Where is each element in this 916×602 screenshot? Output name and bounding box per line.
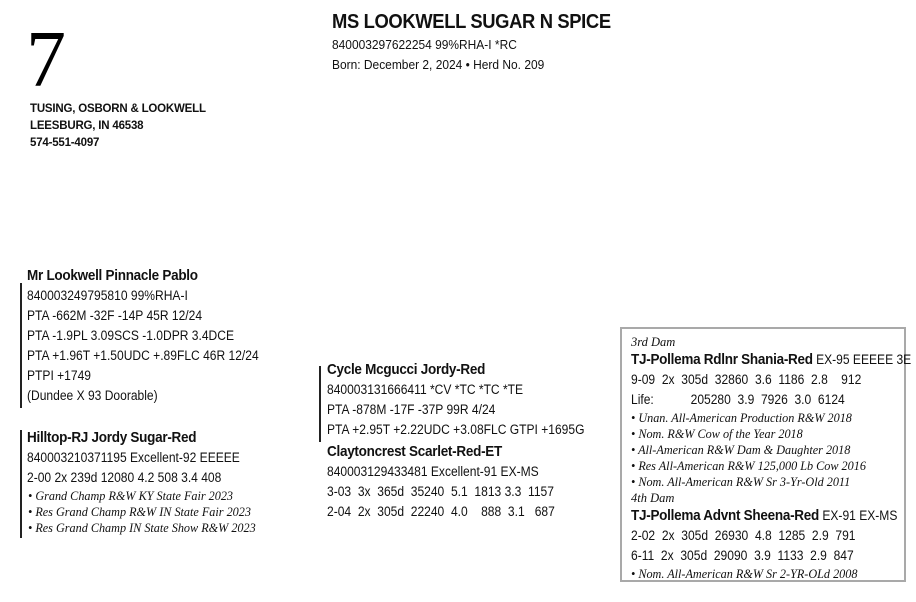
female-line-content (631, 334, 916, 582)
fourth-dam-name: TJ-Pollema Advnt Sheena-Red (631, 507, 820, 524)
third-dam-notes (631, 410, 916, 490)
fourth-dam-classification: EX-91 EX-MS (819, 508, 898, 523)
fourth-dam-block (631, 506, 916, 566)
third-dam-note: • All-American R&W Dam & Daughter 2018 (631, 443, 851, 457)
sire-line: PTA -1.9PL 3.09SCS -1.0DPR 3.4DCE (27, 328, 234, 343)
third-dam-note: • Nom. All-American R&W Sr 3-Yr-Old 2011 (631, 475, 851, 489)
consignor-name: TUSING, OSBORN & LOOKWELL (30, 103, 206, 115)
consignor-city: LEESBURG, IN 46538 (30, 120, 144, 132)
dam-sire-name: Cycle Mcgucci Jordy-Red (327, 361, 486, 378)
dam-line: 840003210371195 Excellent-92 EEEEE (27, 450, 240, 465)
third-dam-line: Life: 205280 3.9 7926 3.0 6124 (631, 392, 845, 407)
second-dam-name: Claytoncrest Scarlet-Red-ET (327, 443, 503, 460)
third-dam-note: • Nom. R&W Cow of the Year 2018 (631, 427, 803, 441)
third-dam-note: • Unan. All-American Production R&W 2018 (631, 411, 852, 425)
consignor-info (30, 101, 206, 152)
dam-sire-bracket (319, 366, 321, 442)
dam-name: Hilltop-RJ Jordy Sugar-Red (27, 429, 197, 446)
sire-line: PTA +1.96T +1.50UDC +.89FLC 46R 12/24 (27, 348, 259, 363)
sire-block (27, 266, 284, 406)
sire-line: PTPI +1749 (27, 368, 91, 383)
animal-name: MS LOOKWELL SUGAR N SPICE (332, 11, 611, 33)
second-dam-line: 3-03 3x 365d 35240 5.1 1813 3.3 1157 (327, 484, 554, 499)
dam-note: • Res Grand Champ R&W IN State Fair 2023 (28, 505, 251, 519)
dam-block (27, 428, 264, 488)
dam-sire-line: 840003131666411 *CV *TC *TC *TE (327, 382, 524, 397)
dam-notes (28, 488, 256, 536)
third-dam-name: TJ-Pollema Rdlnr Shania-Red (631, 351, 813, 368)
animal-born-line: Born: December 2, 2024 • Herd No. 209 (332, 57, 545, 72)
sire-bracket (20, 283, 22, 408)
third-dam-block (631, 350, 916, 410)
dam-sire-line: PTA +2.95T +2.22UDC +3.08FLC GTPI +1695G (327, 422, 585, 437)
fourth-dam-line: 2-02 2x 305d 26930 4.8 1285 2.9 791 (631, 528, 856, 543)
dam-note: • Grand Champ R&W KY State Fair 2023 (28, 489, 234, 503)
second-dam-line: 2-04 2x 305d 22240 4.0 888 3.1 687 (327, 504, 555, 519)
animal-header (332, 10, 635, 75)
second-dam-line: 840003129433481 Excellent-91 EX-MS (327, 464, 539, 479)
third-dam-label: 3rd Dam (631, 335, 676, 349)
third-dam-line: 9-09 2x 305d 32860 3.6 1186 2.8 912 (631, 372, 862, 387)
sire-line: PTA -662M -32F -14P 45R 12/24 (27, 308, 203, 323)
dam-sire-block (327, 360, 613, 440)
dam-line: 2-00 2x 239d 12080 4.2 508 3.4 408 (27, 470, 222, 485)
third-dam-note: • Res All-American R&W 125,000 Lb Cow 2016 (631, 459, 866, 473)
third-dam-classification: EX-95 EEEEE 3E (812, 352, 912, 367)
fourth-dam-label: 4th Dam (631, 491, 675, 505)
fourth-dam-line: 6-11 2x 305d 29090 3.9 1133 2.9 847 (631, 548, 854, 563)
second-dam-block (327, 442, 580, 522)
dam-note: • Res Grand Champ IN State Show R&W 2023 (28, 521, 256, 535)
fourth-dam-note: • Nom. All-American R&W Sr 2-YR-OLd 2008 (631, 567, 858, 581)
female-line-box (620, 327, 912, 582)
sire-name: Mr Lookwell Pinnacle Pablo (27, 267, 198, 284)
sire-line: 840003249795810 99%RHA-I (27, 288, 188, 303)
sire-line: (Dundee X 93 Doorable) (27, 388, 158, 403)
consignor-phone: 574-551-4097 (30, 137, 100, 149)
lot-number: 7 (26, 16, 66, 104)
animal-id-line: 840003297622254 99%RHA-I *RC (332, 37, 517, 52)
dam-bracket (20, 430, 22, 538)
dam-sire-line: PTA -878M -17F -37P 99R 4/24 (327, 402, 496, 417)
